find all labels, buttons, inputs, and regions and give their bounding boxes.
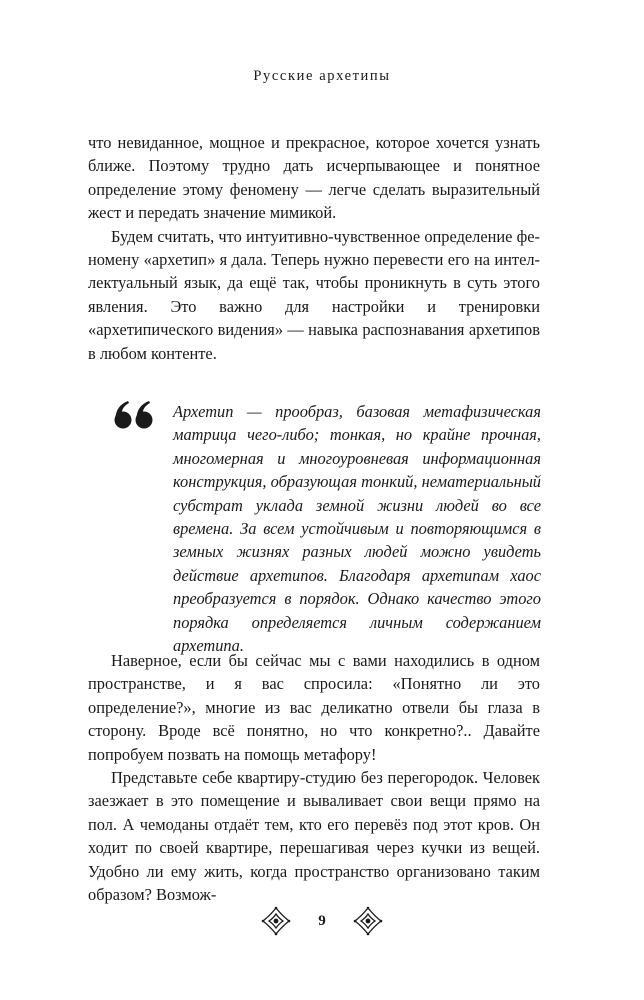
paragraph: Представьте себе квартиру-студию без перегородок. Человек заезжает в это помещение и вываливает свои вещи прямо на пол. А чемоданы отдаёт тем, кто его перевёз под этот кров. Он ходит по своей квартире, перешагивая через кучки из вещей. Удобно ли ему жить, когда пространство организовано таким образом? Возмож- — [88, 768, 540, 905]
paragraph: Наверное, если бы сейчас мы с вами находились в одном пространстве, и я вас спросила: «Понятно ли это определение?», многие из вас деликатно отвели бы глаза в сторону. Вроде всё понятно, но что конкретно?.. Давайте попробуем позвать на помощь метафору! — [88, 651, 540, 764]
quote-text: Архетип — прообраз, базовая метафизическая матрица чего-либо; тонкая, но крайне прочная, многомерная и многоуровневая информационная конструкция, образующая тонкий, нематериальный субстрат уклада земной жизни людей во все времена. За всем устойчивым и повторяющимся в земных жизнях разных людей можно увидеть действие архетипов. Благодаря архетипам хаос преобразуется в порядок. Однако качество этого порядка определяется личным содержанием архетипа. — [173, 402, 541, 656]
paragraph: Будем считать, что интуитивно-чувственное определение феномену «архетип» я дала. Теперь нужно перевести его на интеллектуальный язык, да ещё так, чтобы проникнуть в суть этого явления. Это важно для настройки и тренировки «архетипического видения» — навыка распознавания архетипов в любом контенте. — [88, 226, 540, 363]
paragraph-continued: что невиданное, мощное и прекрасное, которое хочется узнать ближе. Поэтому трудно дать исчерпывающее и понятное определение этому феномену — легче сделать выразительный жест и передать значение мимикой. — [88, 133, 540, 223]
page-number: 9 — [318, 912, 326, 929]
page-footer — [0, 905, 644, 937]
bottom-text-block — [88, 649, 540, 906]
floral-ornament-icon — [260, 905, 292, 937]
floral-ornament-icon — [352, 905, 384, 937]
top-text-block — [88, 131, 540, 365]
running-title: Русские архетипы — [253, 68, 391, 84]
quote-mark-icon — [114, 400, 154, 430]
